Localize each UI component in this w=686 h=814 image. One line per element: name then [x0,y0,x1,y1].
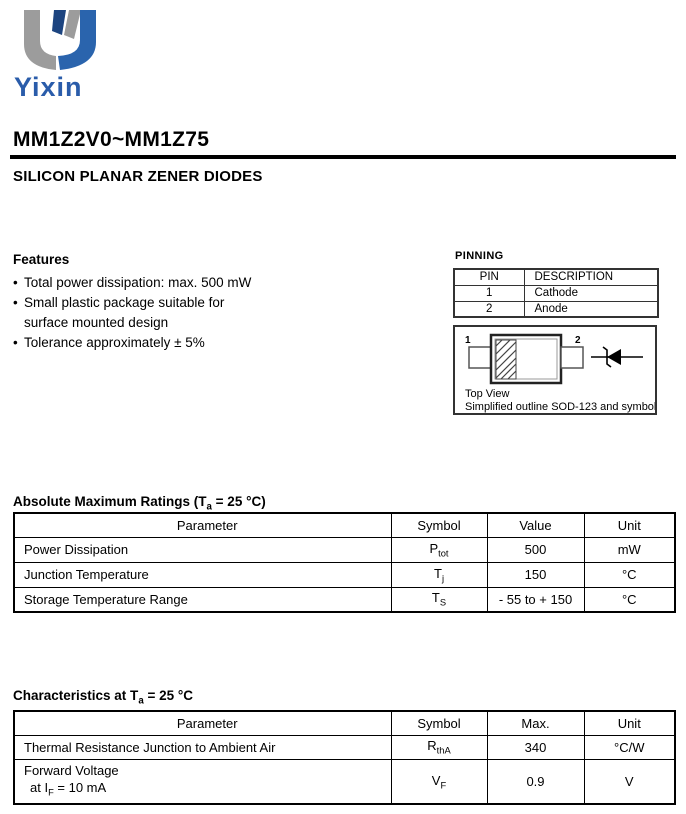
symbol-sub: tot [438,548,449,559]
param-line2-pre: at I [30,779,49,795]
amr-header-row [14,513,675,537]
features-heading: Features [13,252,70,267]
symbol-cell [391,562,487,587]
header-max: Max. [487,711,584,735]
zener-diode-symbol-icon [591,347,643,367]
pinning-row [454,301,658,317]
unit-cell: °C [584,562,675,587]
amr-heading-sub: a [206,501,212,513]
pin1-label: 1 [465,335,471,346]
unit-cell: °C [584,587,675,612]
outline-caption: Simplified outline SOD-123 and symbol [465,401,655,413]
symbol-sub: j [441,573,445,584]
param-line2-post: = 10 mA [53,779,107,795]
amr-table [13,512,676,613]
pinning-table [453,268,659,318]
feature-text: Total power dissipation: max. 500 mW [24,275,252,290]
pin2-label: 2 [575,335,581,346]
characteristics-heading [13,688,193,707]
lead-2 [561,347,583,368]
symbol-cell [391,587,487,612]
feature-item [13,333,343,353]
pinning-header-row [454,269,658,285]
header-parameter: Parameter [14,513,391,537]
pinning-label: PINNING [455,250,504,262]
char-heading-sub: a [138,695,144,707]
feature-item [13,313,343,333]
page-subtitle: SILICON PLANAR ZENER DIODES [13,168,263,185]
symbol-cell [391,735,487,759]
char-heading-post: = 25 °C [143,688,194,703]
header-value: Value [487,513,584,537]
param-cell: Storage Temperature Range [14,587,391,612]
unit-cell: mW [584,537,675,562]
amr-heading [13,494,266,513]
logo-navy-bar [52,10,66,35]
char-heading-pre: Characteristics at T [13,688,139,703]
characteristics-table [13,710,676,805]
param-line2 [24,779,391,802]
symbol-base: T [431,590,440,606]
characteristics-header-row [14,711,675,735]
logo-gray-bar [64,10,81,39]
pin-cell: 1 [454,285,524,301]
pin-cell: 2 [454,301,524,317]
max-cell: 340 [487,735,584,759]
characteristics-row [14,759,675,804]
page-title: MM1Z2V0~MM1Z75 [13,128,210,151]
value-cell: 150 [487,562,584,587]
amr-heading-pre: Absolute Maximum Ratings (T [13,494,207,509]
header-symbol: Symbol [391,711,487,735]
amr-row [14,562,675,587]
unit-cell: V [584,759,675,804]
param-line1: Forward Voltage [24,762,119,778]
symbol-base: V [431,772,441,788]
bullet-glyph: • [13,295,18,310]
symbol-cell [391,759,487,804]
features-list [13,273,343,353]
header-symbol: Symbol [391,513,487,537]
header-unit: Unit [584,711,675,735]
symbol-cell [391,537,487,562]
bullet-glyph: • [13,335,18,350]
pinning-row [454,285,658,301]
top-view-caption: Top View [465,388,510,400]
description-cell: Anode [524,301,658,317]
symbol-base: R [427,738,437,754]
package-diagram-box [453,325,657,415]
logo-gray-arm [24,10,56,70]
feature-text: surface mounted design [24,315,169,330]
pin-header-cell: PIN [454,269,524,285]
amr-row [14,537,675,562]
value-cell: - 55 to + 150 [487,587,584,612]
param-cell [14,759,391,804]
symbol-sub: thA [436,745,451,756]
value-cell: 500 [487,537,584,562]
param-cell: Thermal Resistance Junction to Ambient Air [14,735,391,759]
package-diagram [455,327,655,413]
param-line2-sub: F [48,787,54,798]
description-header-cell: DESCRIPTION [524,269,658,285]
param-cell: Junction Temperature [14,562,391,587]
description-cell: Cathode [524,285,658,301]
feature-text: Small plastic package suitable for [24,295,225,310]
header-parameter: Parameter [14,711,391,735]
feature-text: Tolerance approximately ± 5% [24,335,205,350]
feature-item [13,293,343,313]
symbol-base: T [433,565,442,581]
header-unit: Unit [584,513,675,537]
characteristics-row [14,735,675,759]
symbol-sub: F [440,780,447,791]
lead-1 [469,347,491,368]
logo-u-mark [16,8,108,74]
unit-cell: °C/W [584,735,675,759]
title-rule [10,155,676,159]
bullet-glyph [13,313,24,333]
max-cell: 0.9 [487,759,584,804]
symbol-sub: S [439,598,447,609]
symbol-base: P [429,540,439,556]
param-cell: Power Dissipation [14,537,391,562]
amr-heading-post: = 25 °C) [211,494,266,509]
feature-item [13,273,343,293]
bullet-glyph: • [13,275,18,290]
amr-row [14,587,675,612]
brand-name: Yixin [14,72,83,102]
